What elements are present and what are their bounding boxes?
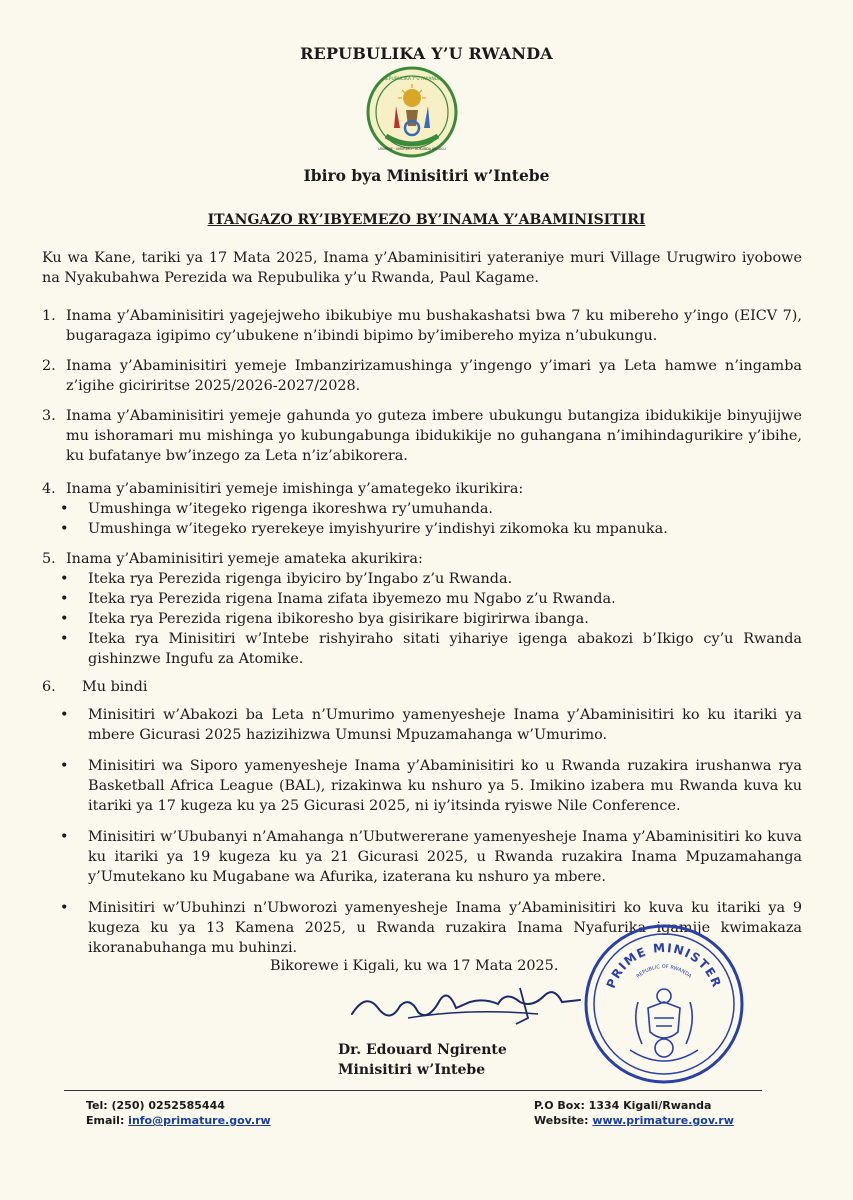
- list-item-text: Minisitiri w’Abakozi ba Leta n’Umurimo yamenyesheje Inama y’Abaminisitiri ko ku itariki ya mbere Gicurasi 2025 hazizihizwa Umunsi Mpuzamahanga w’Umurimo.: [88, 707, 802, 743]
- item-5-bullet-list: [60, 569, 802, 669]
- signature-image-icon: [348, 978, 584, 1038]
- list-item: [60, 499, 802, 519]
- decision-item-2: [42, 356, 802, 396]
- footer-contact-left: [86, 1098, 271, 1128]
- item-number: 5.: [42, 551, 56, 567]
- country-heading: REPUBULIKA Y’U RWANDA: [300, 44, 553, 63]
- footer-email-label: Email:: [86, 1114, 129, 1127]
- bullet-icon: •: [60, 707, 69, 723]
- signoff-line: Bikorewe i Kigali, ku wa 17 Mata 2025.: [270, 958, 559, 974]
- item-number: 6.: [42, 679, 56, 695]
- stamp-subtitle-text: REPUBLIC OF RWANDA: [635, 963, 693, 980]
- item-4-bullet-list: [60, 499, 802, 539]
- bullet-icon: •: [60, 571, 69, 587]
- list-item-text: Iteka rya Minisitiri w’Intebe rishyiraho sitati yihariye igenga abakozi b’Ikigo cy’u Rwanda gishinzwe Ingufu za Atomike.: [88, 631, 802, 667]
- footer-website-label: Website:: [534, 1114, 593, 1127]
- list-item: [60, 827, 802, 887]
- item-text: Inama y’abaminisitiri yemeje imishinga y’amategeko ikurikira:: [66, 481, 524, 497]
- document-title: ITANGAZO RY’IBYEMEZO BY’INAMA Y’ABAMINISITIRI: [207, 212, 646, 228]
- item-number: 1.: [42, 308, 56, 324]
- bullet-icon: •: [60, 900, 69, 916]
- item-text: Inama y’Abaminisitiri yagejejweho ibikubiye mu bushakashatsi bwa 7 ku mibereho y’ingo (EICV 7), bugaragaza igipimo cy’ubukene n’ibindi bipimo by’imibereho myiza n’ubukungu.: [66, 308, 802, 344]
- footer-pobox: P.O Box: 1334 Kigali/Rwanda: [534, 1099, 712, 1112]
- list-item-text: Iteka rya Perezida rigenga ibyiciro by’Ingabo z’u Rwanda.: [88, 571, 513, 587]
- bullet-icon: •: [60, 591, 69, 607]
- bullet-icon: •: [60, 631, 69, 647]
- decision-item-1: [42, 306, 802, 346]
- bullet-icon: •: [60, 521, 69, 537]
- list-item: [60, 705, 802, 745]
- emblem-motto-text: UBUMWE · UMURIMO · GUKUNDA IGIHUGU: [378, 147, 446, 151]
- signer-name: Dr. Edouard Ngirente: [338, 1042, 507, 1058]
- decision-item-4: [42, 479, 802, 499]
- list-item: [60, 589, 802, 609]
- decision-item-5: [42, 549, 802, 569]
- footer-tel: Tel: (250) 0252585444: [86, 1099, 225, 1112]
- footer-website-row: [534, 1113, 734, 1128]
- list-item-text: Minisitiri wa Siporo yamenyesheje Inama y’Abaminisitiri ko u Rwanda ruzakira irushanwa rya Basketball Africa League (BAL), rizakinwa ku nshuro ya 5. Imikino izabera mu Rwanda kuva ku itariki ya 17 kugeza ku ya 25 Gicurasi 2025, ni iy’itsinda ryiswe Nile Conference.: [88, 758, 802, 814]
- item-text: Mu bindi: [82, 679, 148, 695]
- rwanda-coat-of-arms-icon: [366, 66, 458, 158]
- footer-email-row: [86, 1113, 271, 1128]
- item-number: 2.: [42, 358, 56, 374]
- list-item: [60, 629, 802, 669]
- bullet-icon: •: [60, 611, 69, 627]
- list-item-text: Iteka rya Perezida rigena ibikoresho bya gisirikare bigirirwa ibanga.: [88, 611, 589, 627]
- footer-email-link[interactable]: info@primature.gov.rw: [128, 1114, 271, 1127]
- list-item-text: Minisitiri w’Ubuhinzi n’Ubworozi yamenyesheje Inama y’Abaminisitiri ko kuva ku itariki ya 9 kugeza ku ya 13 Kamena 2025, u Rwanda ruzakira Inama Nyafurika igamije kwimakaza ikoranabuhanga mu buhinzi.: [88, 900, 802, 956]
- item-number: 3.: [42, 408, 56, 424]
- prime-minister-stamp-icon: [582, 922, 746, 1086]
- svg-text:REPUBLIC OF RWANDA: [635, 964, 692, 980]
- list-item-text: Umushinga w’itegeko rigenga ikoreshwa ry’umuhanda.: [88, 501, 494, 517]
- item-text: Inama y’Abaminisitiri yemeje Imbanzirizamushinga y’ingengo y’imari ya Leta hamwe n’ingamba z’igihe giciriritse 2025/2026-2027/2028.: [66, 358, 802, 394]
- footer-website-link[interactable]: www.primature.gov.rw: [592, 1114, 734, 1127]
- footer-contact-right: [534, 1098, 734, 1128]
- intro-paragraph: Ku wa Kane, tariki ya 17 Mata 2025, Inama y’Abaminisitiri yateraniye muri Village Urugwiro iyobowe na Nyakubahwa Perezida wa Repubulika y’u Rwanda, Paul Kagame.: [42, 250, 802, 286]
- item-number: 4.: [42, 481, 56, 497]
- decision-item-6: [42, 677, 802, 697]
- list-item-text: Iteka rya Perezida rigena Inama zifata ibyemezo mu Ngabo z’u Rwanda.: [88, 591, 616, 607]
- list-item-text: Minisitiri w’Ububanyi n’Amahanga n’Ubutwererane yamenyesheje Inama y’Abaminisitiri ko kuva ku itariki ya 19 kugeza ku ya 21 Gicurasi 2025, u Rwanda ruzakira Inama Mpuzamahanga y’Umutekano ku Mugabane wa Afurika, izaterana ku nshuro ya mbere.: [88, 829, 802, 885]
- bullet-icon: •: [60, 829, 69, 845]
- list-item-text: Umushinga w’itegeko ryerekeye imyishyurire y’indishyi zikomoka ku mpanuka.: [88, 521, 668, 537]
- bullet-icon: •: [60, 501, 69, 517]
- item-text: Inama y’Abaminisitiri yemeje gahunda yo guteza imbere ubukungu butangiza ibidukikije binyujijwe mu ishoramari mu mishinga yo kubungabunga ibidukikije no guhangana n’imihindagurikire y’ibihe, ku bufatanye bw’inzego za Leta n’iz’abikorera.: [66, 408, 802, 464]
- decision-item-3: [42, 406, 802, 466]
- list-item: [60, 569, 802, 589]
- list-item: [60, 519, 802, 539]
- bullet-icon: •: [60, 758, 69, 774]
- signer-title: Minisitiri w’Intebe: [338, 1062, 486, 1078]
- emblem-top-text: REPUBULIKA Y'U RWANDA: [382, 77, 442, 82]
- stamp-title-text: PRIME MINISTER: [603, 940, 725, 991]
- list-item: [60, 609, 802, 629]
- signer-block: [338, 1040, 507, 1080]
- office-heading: Ibiro bya Minisitiri w’Intebe: [303, 166, 550, 185]
- list-item: [60, 756, 802, 816]
- item-text: Inama y’Abaminisitiri yemeje amateka akurikira:: [66, 551, 423, 567]
- footer-divider: [64, 1090, 762, 1091]
